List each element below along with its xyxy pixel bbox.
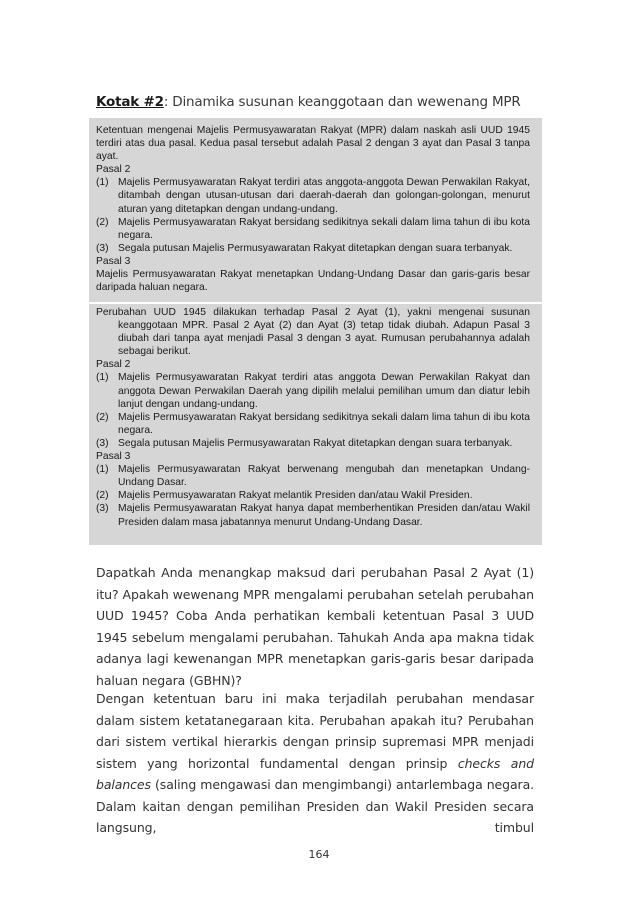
item-text: Majelis Permusyawaratan Rakyat bersidang sedikitnya sekali dalam lima tahun di ibu kota negara. xyxy=(118,411,530,436)
paragraph-text: Dapatkah Anda menangkap maksud dari perubahan Pasal 2 Ayat (1) itu? Apakah wewenang MPR mengalami perubahan setelah perubahan UUD 1945? Coba Anda perhatikan kembali ketentuan Pasal 3 UUD 1945 sebelum mengalami perubahan. Tahukah Anda apa makna tidak adanya lagi kewenangan MPR menetapkan garis-garis besar daripada haluan negara (GBHN)? xyxy=(96,565,534,688)
italic-term: checks and balances xyxy=(96,755,534,792)
item-number: (2) xyxy=(96,216,109,228)
item-text: Majelis Permusyawaratan Rakyat terdiri atas anggota Dewan Perwakilan Rakyat dan anggota Dewan Perwakilan Daerah yang dipilih melalui pemilihan umum dan diatur lebih lanjut dengan undang-undang. xyxy=(118,372,530,410)
body-paragraph-1 xyxy=(96,562,534,691)
item-text: Segala putusan Majelis Permusyawaratan Rakyat ditetapkan dengan suara terbanyak. xyxy=(118,437,513,449)
item-number: (1) xyxy=(96,177,109,189)
list-item xyxy=(96,502,530,528)
item-number: (3) xyxy=(96,503,109,515)
pasal-heading: Pasal 2 xyxy=(96,359,131,371)
list-item xyxy=(96,437,530,450)
item-number: (1) xyxy=(96,464,109,476)
list-item xyxy=(96,242,530,255)
box-amended-text xyxy=(96,306,530,529)
box-label: Kotak #2 xyxy=(96,94,164,110)
list-item xyxy=(96,216,530,242)
item-text: Majelis Permusyawaratan Rakyat terdiri atas anggota-anggota Dewan Perwakilan Rakyat, ditambah dengan utusan-utusan dari daerah-daerah dan golongan-golongan, menurut aturan yang ditetapkan dengan undang-undang. xyxy=(118,177,530,215)
box-divider xyxy=(89,302,542,304)
pasal-text: Majelis Permusyawaratan Rakyat menetapkan Undang-Undang Dasar dan garis-garis besar daripada haluan negara. xyxy=(96,269,530,294)
page-number: 164 xyxy=(308,848,330,861)
box-title xyxy=(96,93,521,111)
item-number: (3) xyxy=(96,242,109,254)
pasal-heading: Pasal 2 xyxy=(96,164,131,176)
box-intro: Ketentuan mengenai Majelis Permusyawaratan Rakyat (MPR) dalam naskah asli UUD 1945 terdiri atas dua pasal. Kedua pasal tersebut adalah Pasal 2 dengan 3 ayat dan Pasal 3 tanpa ayat. xyxy=(96,125,530,163)
list-item xyxy=(96,489,530,502)
item-text: Majelis Permusyawaratan Rakyat hanya dapat memberhentikan Presiden dan/atau Wakil Presiden dalam masa jabatannya menurut Undang-Undang Dasar. xyxy=(118,503,530,528)
list-item xyxy=(96,371,530,410)
body-paragraph-2 xyxy=(96,688,534,839)
item-text: Majelis Permusyawaratan Rakyat melantik Presiden dan/atau Wakil Presiden. xyxy=(118,490,473,502)
item-number: (2) xyxy=(96,490,109,502)
list-item xyxy=(96,176,530,215)
box-intro: Perubahan UUD 1945 dilakukan terhadap Pasal 2 Ayat (1), yakni mengenai susunan keanggotaan MPR. Pasal 2 Ayat (2) dan Ayat (3) tetap tidak diubah. Adapun Pasal 3 diubah dari tanpa ayat menjadi Pasal 3 dengan 3 ayat. Rumusan perubahannya adalah sebagai berikut. xyxy=(96,307,530,358)
item-number: (3) xyxy=(96,437,109,449)
item-text: Majelis Permusyawaratan Rakyat bersidang sedikitnya sekali dalam lima tahun di ibu kota negara. xyxy=(118,216,530,241)
list-item xyxy=(96,463,530,489)
paragraph-text: Dengan ketentuan baru ini maka terjadilah perubahan mendasar dalam sistem ketatanegaraan kita. Perubahan apakah itu? Perubahan dari sistem vertikal hierarkis dengan prinsip supremasi MPR menjadi sistem yang horizontal fundamental dengan prinsip checks and balances (saling mengawasi dan mengimbangi) antarlembaga negara. Dalam kaitan dengan pemilihan Presiden dan Wakil Presiden secara langsung, timbul xyxy=(96,691,534,835)
pasal-heading: Pasal 3 xyxy=(96,255,131,267)
item-number: (1) xyxy=(96,372,109,384)
box-title-text: : Dinamika susunan keanggotaan dan wewenang MPR xyxy=(163,94,521,110)
item-number: (2) xyxy=(96,411,109,423)
item-text: Majelis Permusyawaratan Rakyat berwenang mengubah dan menetapkan Undang-Undang Dasar. xyxy=(118,464,530,489)
box-original-text xyxy=(96,124,530,294)
list-item xyxy=(96,411,530,437)
pasal-heading: Pasal 3 xyxy=(96,451,131,463)
item-text: Segala putusan Majelis Permusyawaratan Rakyat ditetapkan dengan suara terbanyak. xyxy=(118,242,513,254)
